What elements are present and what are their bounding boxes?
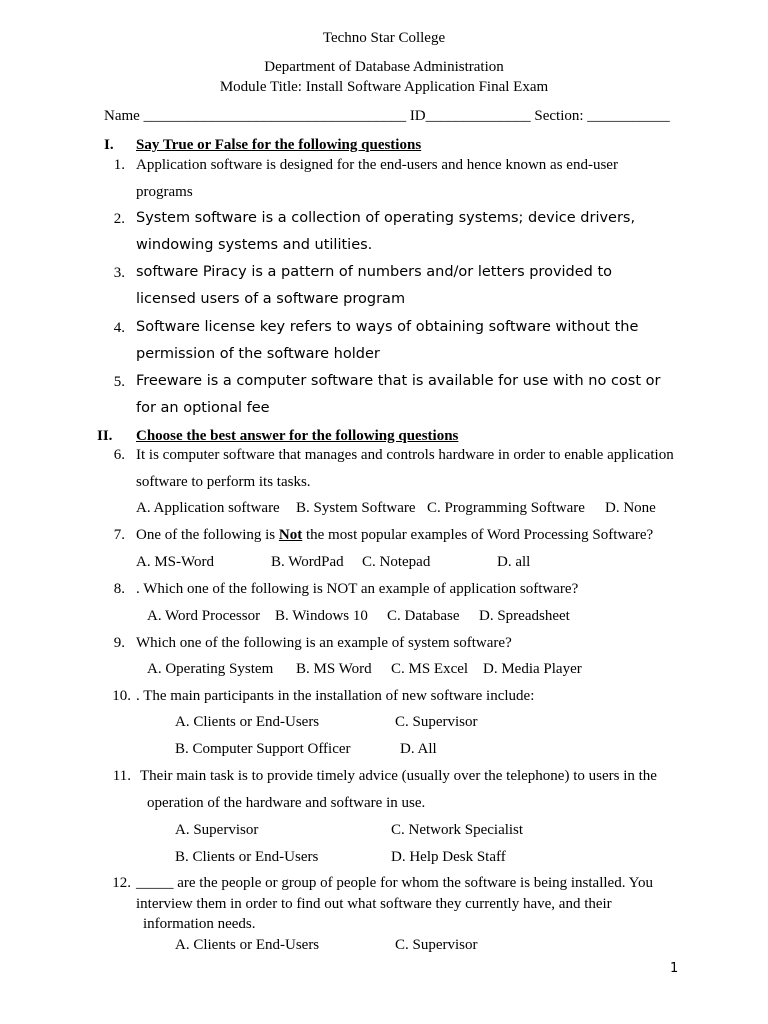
q7-option-d: D. all — [497, 554, 531, 570]
q8-option-d: D. Spreadsheet — [479, 608, 570, 624]
q6-option-d: D. None — [605, 500, 656, 516]
q3-text-line2: licensed users of a software program — [136, 291, 406, 307]
q9-number: 9. — [113, 635, 125, 651]
q4-text-line2: permission of the software holder — [136, 346, 380, 362]
q6-text-line1: It is computer software that manages and controls hardware in order to enable application — [136, 447, 674, 463]
q12-text-line1: _____ are the people or group of people for whom the software is being installed. You — [136, 875, 653, 891]
q10-option-b: B. Computer Support Officer — [175, 741, 351, 757]
name-id-section-line: Name ___________________________________ ID______________ Section: ___________ — [104, 108, 670, 124]
q5-number: 5. — [113, 374, 125, 390]
q11-text-line2: operation of the hardware and software in use. — [147, 795, 426, 811]
q10-option-c: C. Supervisor — [395, 714, 478, 730]
q4-text-line1: Software license key refers to ways of obtaining software without the — [136, 319, 639, 335]
q9-option-a: A. Operating System — [147, 661, 274, 677]
college-name: Techno Star College — [322, 30, 446, 46]
q8-option-b: B. Windows 10 — [275, 608, 368, 624]
page-number: 1 — [670, 961, 679, 976]
module-title: Module Title: Install Software Application Final Exam — [219, 79, 549, 95]
q8-option-c: C. Database — [387, 608, 460, 624]
q12-text-line3: information needs. — [143, 916, 256, 932]
q11-number: 11. — [112, 768, 131, 784]
q12-number: 12. — [112, 875, 131, 891]
part2-numeral: II. — [97, 428, 113, 444]
q6-number: 6. — [113, 447, 125, 463]
q11-option-a: A. Supervisor — [175, 822, 259, 838]
q3-text-line1: software Piracy is a pattern of numbers and/or letters provided to — [136, 264, 613, 280]
part1-title: Say True or False for the following questions — [136, 137, 422, 153]
q2-number: 2. — [113, 211, 125, 227]
q10-option-a: A. Clients or End-Users — [175, 714, 320, 730]
q3-number: 3. — [113, 265, 125, 281]
q8-text: . Which one of the following is NOT an example of application software? — [136, 581, 579, 597]
q10-number: 10. — [112, 688, 131, 704]
part2-title: Choose the best answer for the following questions — [136, 428, 459, 444]
q6-option-b: B. System Software — [296, 500, 416, 516]
q11-option-c: C. Network Specialist — [391, 822, 524, 838]
q12-text-line2: interview them in order to find out what software they currently have, and their — [136, 896, 612, 912]
q9-text: Which one of the following is an example of system software? — [136, 635, 512, 651]
q9-option-c: C. MS Excel — [391, 661, 469, 677]
q2-text-line2: windowing systems and utilities. — [136, 237, 373, 253]
q7-text-emphasis: Not — [278, 527, 303, 543]
q6-option-c: C. Programming Software — [427, 500, 585, 516]
q8-number: 8. — [113, 581, 125, 597]
q12-option-a: A. Clients or End-Users — [175, 937, 320, 953]
q1-text-line1: Application software is designed for the end-users and hence known as end-user — [136, 157, 618, 173]
q2-text-line1: System software is a collection of operating systems; device drivers, — [136, 210, 636, 226]
q10-option-d: D. All — [400, 741, 437, 757]
q4-number: 4. — [113, 320, 125, 336]
q9-option-b: B. MS Word — [296, 661, 372, 677]
q5-text-line2: for an optional fee — [136, 400, 270, 416]
q9-option-d: D. Media Player — [483, 661, 582, 677]
part1-numeral: I. — [104, 137, 114, 153]
q7-text-pre: One of the following is — [136, 527, 279, 543]
q1-number: 1. — [113, 157, 125, 173]
q7-option-b: B. WordPad — [271, 554, 344, 570]
q8-option-a: A. Word Processor — [147, 608, 261, 624]
q7-option-c: C. Notepad — [362, 554, 431, 570]
q6-text-line2: software to perform its tasks. — [136, 474, 311, 490]
q1-text-line2: programs — [136, 184, 193, 200]
q5-text-line1: Freeware is a computer software that is available for use with no cost or — [136, 373, 661, 389]
q12-option-c: C. Supervisor — [395, 937, 478, 953]
q10-text: . The main participants in the installation of new software include: — [136, 688, 535, 704]
q7-text-post: the most popular examples of Word Processing Software? — [302, 527, 654, 543]
q7-number: 7. — [113, 527, 125, 543]
q11-option-d: D. Help Desk Staff — [391, 849, 506, 865]
q7-option-a: A. MS-Word — [136, 554, 214, 570]
q11-option-b: B. Clients or End-Users — [175, 849, 319, 865]
q7-text — [136, 527, 653, 544]
q6-option-a: A. Application software — [136, 500, 280, 516]
q11-text-line1: Their main task is to provide timely advice (usually over the telephone) to users in the — [140, 768, 657, 784]
department-name: Department of Database Administration — [264, 59, 504, 75]
